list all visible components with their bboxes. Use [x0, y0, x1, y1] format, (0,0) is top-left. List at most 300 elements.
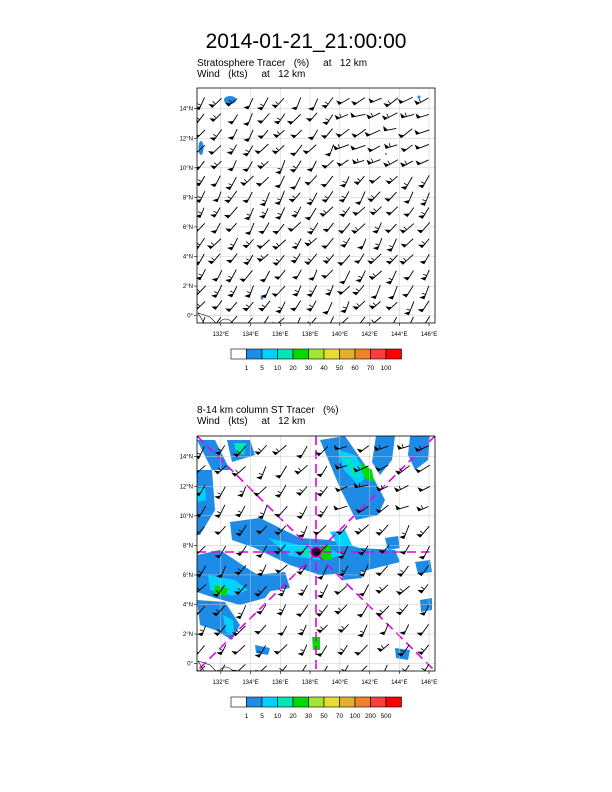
wind-barb	[375, 585, 388, 594]
wind-barb	[416, 526, 429, 537]
wind-barb	[417, 222, 430, 233]
tracer-patch	[197, 440, 230, 470]
wind-barb	[366, 113, 380, 119]
wind-barb	[195, 176, 205, 186]
y-tick-label: 10°N	[179, 513, 193, 520]
wind-barb	[304, 238, 316, 246]
wind-barb	[256, 605, 266, 615]
wind-barb	[388, 286, 398, 299]
wind-barb	[227, 238, 238, 250]
y-tick-label: 8°N	[182, 195, 193, 202]
wind-barb	[227, 145, 237, 155]
wind-barb	[291, 97, 301, 110]
wind-barb	[356, 605, 367, 617]
wind-barb	[404, 301, 414, 315]
wind-barb	[257, 130, 268, 139]
wind-barb	[290, 254, 300, 264]
wind-barb	[352, 158, 364, 163]
panel2-subtitle-1: 8-14 km column ST Tracer (%)	[197, 405, 339, 416]
wind-barb	[272, 318, 284, 326]
colorbar-swatch	[231, 697, 247, 707]
wind-barb	[260, 286, 269, 298]
wind-barb	[259, 208, 268, 218]
wind-barb	[321, 129, 333, 139]
wind-barb	[306, 161, 316, 172]
wind-barb	[367, 317, 381, 326]
colorbar-label: 5	[260, 713, 264, 720]
wind-barb	[225, 302, 237, 312]
wind-barb	[340, 301, 349, 312]
wind-barb	[419, 316, 429, 326]
colorbar-label: 500	[380, 713, 392, 720]
wind-barb	[291, 207, 301, 218]
wind-barb	[420, 270, 429, 280]
y-tick-label: 14°N	[179, 106, 193, 113]
wind-barb	[416, 160, 429, 165]
wind-barb	[193, 646, 205, 656]
x-tick-label: 144°E	[391, 332, 408, 338]
colorbar-label: 30	[304, 365, 313, 372]
colorbar-label: 70	[366, 365, 375, 372]
wind-barb	[274, 114, 285, 125]
wind-barb	[212, 192, 221, 203]
colorbar-label: 20	[289, 713, 297, 720]
y-tick-label: 0°	[187, 313, 193, 320]
wind-barb	[313, 525, 327, 535]
colorbar-swatch	[278, 697, 294, 707]
colorbar-swatch	[293, 697, 309, 707]
wind-barb	[337, 645, 348, 655]
wind-barb	[325, 285, 334, 296]
wind-barb	[350, 145, 365, 150]
y-tick-label: 4°N	[182, 602, 193, 609]
wind-barb	[296, 486, 307, 495]
wind-barb	[418, 239, 429, 248]
tracer-patch	[385, 153, 387, 155]
wind-barb	[287, 114, 301, 124]
wind-barb	[418, 207, 429, 218]
colorbar-label: 20	[289, 365, 297, 372]
wind-barb	[418, 486, 430, 491]
wind-barb	[414, 98, 428, 105]
panel-2-map	[180, 436, 438, 686]
wind-barb	[290, 301, 301, 312]
wind-barb	[366, 159, 380, 165]
wind-barb	[274, 191, 284, 205]
wind-barb	[340, 176, 350, 187]
wind-barb	[369, 207, 381, 216]
wind-barb	[211, 285, 222, 298]
wind-barb	[306, 113, 317, 122]
wind-barb	[369, 302, 381, 309]
wind-barb	[321, 238, 333, 249]
wind-barb	[231, 645, 245, 655]
wind-barb	[290, 130, 302, 138]
wind-barb	[243, 130, 253, 142]
wind-barb	[274, 270, 285, 280]
wind-barb	[377, 644, 389, 652]
colorbar-label: 60	[351, 365, 359, 372]
wind-barb	[325, 144, 334, 156]
wind-barb	[298, 645, 307, 656]
colorbar-swatch	[262, 697, 278, 707]
wind-barb	[354, 645, 368, 655]
wind-barb	[296, 605, 308, 617]
wind-barb	[351, 98, 365, 105]
wind-barb	[242, 239, 253, 248]
wind-barb	[303, 145, 317, 154]
x-tick-label: 138°E	[301, 332, 319, 338]
tracer-patch	[418, 96, 421, 99]
colorbar-label: 100	[349, 713, 361, 720]
wind-barb	[333, 144, 349, 149]
wind-barb	[235, 506, 245, 517]
wind-barb	[272, 224, 284, 234]
wind-barb	[323, 223, 334, 232]
wind-barb	[292, 286, 301, 297]
wind-barb	[258, 223, 269, 234]
map-area	[191, 436, 435, 677]
map-area	[191, 88, 435, 330]
colorbar-swatch	[309, 349, 325, 359]
wind-barb	[212, 270, 222, 281]
wind-barb	[384, 224, 396, 233]
wind-barb	[340, 238, 350, 248]
colorbar-label: 1	[244, 365, 249, 372]
wind-barb	[257, 98, 268, 111]
colorbar-1	[231, 349, 402, 372]
colorbar-label: 30	[304, 713, 313, 720]
wind-barb	[317, 585, 328, 598]
wind-barb	[418, 301, 429, 312]
wind-barb	[375, 606, 388, 616]
wind-barb	[383, 126, 396, 131]
y-tick-label: 6°N	[182, 572, 193, 579]
wind-barb	[275, 666, 286, 675]
wind-barb	[256, 177, 269, 186]
wind-barb	[243, 113, 253, 125]
x-tick-label: 132°E	[212, 332, 230, 338]
colorbar-swatch	[355, 349, 371, 359]
wind-barb	[320, 176, 333, 187]
wind-barb	[253, 487, 267, 496]
wind-barb	[197, 626, 206, 636]
wind-barb	[224, 207, 237, 218]
wind-barb	[256, 466, 266, 479]
wind-barb	[351, 112, 366, 117]
wind-barb	[337, 286, 350, 295]
colorbar-swatch	[247, 697, 263, 707]
wind-barb	[403, 192, 413, 204]
main-title: 2014-01-21_21:00:00	[205, 30, 407, 53]
wind-barb	[334, 605, 347, 614]
wind-barb	[351, 224, 365, 234]
wind-barb	[235, 605, 245, 619]
wind-barb	[373, 238, 382, 250]
x-tick-label: 132°E	[212, 680, 230, 686]
wind-barb	[275, 160, 285, 174]
wind-barb	[195, 208, 204, 218]
wind-barb	[208, 145, 221, 154]
wind-barb	[355, 191, 365, 204]
wind-barb	[306, 193, 317, 206]
colorbar-swatch	[340, 349, 356, 359]
colorbar-swatch	[262, 349, 278, 359]
wind-barb	[192, 666, 205, 675]
wind-barb	[338, 223, 350, 233]
x-tick-label: 134°E	[242, 680, 259, 686]
wind-barb	[368, 271, 381, 280]
wind-barb	[385, 176, 397, 184]
colorbar-label: 200	[365, 713, 376, 720]
wind-barb	[354, 666, 367, 676]
y-tick-label: 14°N	[179, 454, 193, 461]
wind-barb	[420, 193, 430, 206]
wind-barb	[193, 130, 205, 138]
wind-barb	[400, 113, 414, 118]
wind-barb	[242, 146, 252, 157]
y-tick-label: 2°N	[182, 632, 193, 639]
colorbar-swatch	[371, 349, 387, 359]
wind-barb	[256, 254, 268, 261]
wind-barb	[396, 586, 410, 595]
wind-barb	[211, 300, 222, 309]
y-tick-label: 12°N	[179, 484, 193, 491]
wind-barb	[240, 176, 254, 186]
wind-barb	[353, 176, 364, 185]
colorbar-swatch	[371, 697, 387, 707]
wind-barb	[227, 286, 237, 297]
wind-barb	[321, 97, 333, 108]
wind-barb	[207, 254, 220, 264]
tracer-patch	[197, 470, 215, 535]
wind-barb	[333, 505, 347, 510]
wind-barb	[225, 177, 236, 190]
x-tick-label: 146°E	[420, 680, 438, 686]
wind-barb	[254, 445, 267, 455]
wind-barb	[334, 586, 347, 595]
wind-barb	[316, 487, 327, 497]
wind-barb	[384, 143, 397, 148]
wind-barb	[296, 446, 307, 458]
wind-barb	[257, 506, 267, 519]
wind-barb	[354, 254, 364, 264]
wind-barb	[254, 144, 268, 154]
wind-barb	[400, 161, 413, 167]
wind-barb	[243, 98, 253, 109]
wind-barb	[321, 191, 333, 202]
wind-barb	[232, 664, 245, 673]
wind-barb	[337, 624, 348, 632]
colorbar-swatch	[309, 697, 325, 707]
colorbar-swatch	[340, 697, 356, 707]
colorbar-label: 70	[335, 713, 344, 720]
wind-barb	[224, 316, 237, 327]
wind-barb	[308, 270, 317, 281]
wind-barb	[276, 604, 285, 615]
wind-barb	[370, 285, 380, 299]
wind-barb	[415, 113, 428, 118]
wind-barb	[397, 444, 409, 449]
wind-barb	[416, 505, 428, 511]
wind-barb	[365, 130, 381, 136]
wind-barb	[398, 129, 412, 138]
wind-barb	[367, 192, 380, 202]
colorbar-label: 50	[320, 713, 328, 720]
wind-barb	[396, 605, 408, 615]
wind-barb	[335, 114, 349, 120]
wind-barb	[307, 223, 318, 234]
wind-barb	[194, 97, 204, 110]
wind-barb	[335, 317, 348, 326]
wind-barb	[272, 240, 286, 250]
tracer-patch	[420, 598, 432, 612]
wind-barb	[383, 160, 398, 167]
wind-barb	[385, 302, 397, 310]
wind-barb	[193, 238, 205, 249]
wind-barb	[245, 223, 254, 235]
wind-barb	[322, 302, 332, 314]
wind-barb	[224, 191, 237, 203]
panel2-subtitle-2: Wind (kts) at 12 km	[197, 416, 306, 427]
y-tick-label: 4°N	[182, 254, 193, 261]
colorbar-label: 10	[273, 365, 282, 372]
wind-barb	[386, 271, 397, 285]
wind-barb	[351, 129, 365, 137]
wind-barb	[321, 160, 333, 168]
wind-barb	[352, 285, 364, 295]
wind-barb	[401, 239, 414, 248]
wind-barb	[357, 239, 366, 250]
wind-barb	[227, 160, 236, 171]
wind-barb	[354, 317, 365, 327]
wind-barb	[316, 625, 327, 633]
x-tick-label: 142°E	[361, 332, 378, 338]
wind-barb	[317, 666, 328, 677]
coastline	[219, 667, 233, 671]
wind-barb	[193, 114, 204, 124]
wind-barb	[225, 270, 236, 283]
panel1-subtitle-1: Stratosphere Tracer (%) at 12 km	[197, 58, 368, 69]
wind-barb	[400, 545, 410, 555]
x-tick-label: 140°E	[331, 680, 349, 686]
wind-barb	[193, 286, 206, 296]
wind-barb	[336, 129, 350, 137]
wind-barb	[400, 145, 412, 152]
wind-barb	[316, 466, 327, 477]
x-tick-label: 136°E	[272, 680, 289, 686]
tracer-patch	[255, 645, 270, 655]
wind-barb	[298, 526, 307, 538]
wind-barb	[244, 285, 253, 297]
y-tick-label: 10°N	[179, 165, 193, 172]
wind-barb	[194, 161, 205, 170]
x-tick-label: 142°E	[361, 680, 378, 686]
colorbar-swatch	[386, 349, 402, 359]
wind-barb	[379, 624, 388, 635]
wind-barb	[382, 113, 398, 120]
colorbar-swatch	[278, 349, 294, 359]
wind-barb	[256, 240, 269, 249]
wind-barb	[417, 584, 428, 593]
wind-barb	[226, 254, 237, 263]
x-tick-label: 138°E	[301, 680, 319, 686]
wind-barb	[417, 645, 429, 655]
colorbar-label: 10	[273, 713, 282, 720]
wind-barb	[385, 317, 397, 330]
wind-barb	[294, 465, 308, 474]
colorbar-label: 1	[244, 713, 249, 720]
wind-barb	[386, 239, 396, 252]
wind-barb	[414, 130, 429, 135]
wind-barb	[306, 301, 316, 312]
wind-barb	[339, 271, 350, 284]
wind-barb	[272, 255, 284, 265]
wind-barb	[210, 176, 220, 187]
colorbar-2	[231, 697, 402, 720]
colorbar-swatch	[293, 349, 309, 359]
wind-barb	[415, 144, 429, 149]
wind-barb	[399, 525, 409, 539]
wind-barb	[367, 146, 380, 152]
tracer-patch	[408, 436, 430, 470]
tracer-patch	[199, 141, 204, 155]
wind-barb	[292, 270, 302, 280]
panel1-subtitle-2: Wind (kts) at 12 km	[197, 69, 306, 80]
wind-barb	[191, 223, 205, 233]
tracer-patch	[372, 436, 395, 475]
wind-barb	[209, 114, 221, 122]
wind-barb	[399, 624, 408, 634]
wind-barb	[242, 161, 252, 172]
wind-barb	[369, 176, 381, 183]
wind-barb	[297, 585, 307, 596]
colorbar-swatch	[231, 349, 247, 359]
wind-barb	[398, 665, 409, 675]
wind-barb	[210, 223, 220, 233]
x-tick-label: 144°E	[391, 680, 408, 686]
wind-barb	[395, 505, 408, 510]
wind-barb	[306, 285, 316, 297]
wind-barb	[354, 525, 368, 535]
wind-barb	[272, 445, 287, 455]
wind-barb	[399, 224, 413, 234]
wind-barb	[214, 526, 226, 535]
y-tick-label: 2°N	[182, 284, 193, 291]
wind-barb	[357, 625, 367, 637]
wind-barb	[290, 145, 302, 156]
y-tick-label: 0°	[187, 661, 193, 668]
wind-barb	[291, 238, 301, 249]
wind-barb	[322, 254, 333, 263]
wind-barb	[398, 97, 413, 103]
wind-barb	[254, 625, 266, 634]
wind-barb	[227, 115, 237, 125]
wind-barb	[225, 223, 236, 232]
colorbar-label: 50	[335, 365, 344, 372]
colorbar-swatch	[247, 349, 263, 359]
wind-barb	[384, 192, 396, 202]
colorbar-swatch	[355, 697, 371, 707]
wind-barb	[402, 286, 413, 298]
wind-barb	[258, 301, 270, 311]
colorbar-swatch	[324, 697, 340, 707]
wind-barb	[210, 208, 220, 218]
wind-barb	[403, 207, 414, 216]
wind-barb	[237, 487, 246, 497]
colorbar-label: 100	[380, 365, 392, 372]
wind-barb	[372, 223, 381, 234]
